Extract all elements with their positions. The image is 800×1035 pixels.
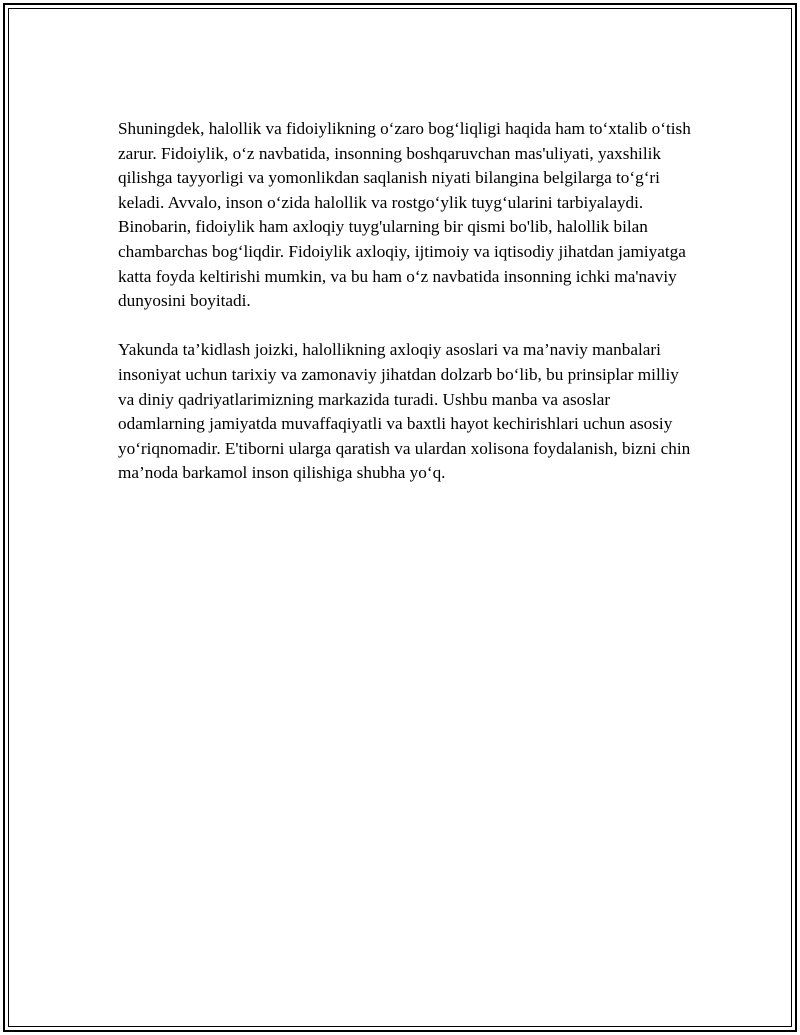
document-body <box>118 117 693 511</box>
paragraph-1: Shuningdek, halollik va fidoiylikning o‘zaro bog‘liqligi haqida ham to‘xtalib o‘tish zarur. Fidoiylik, o‘z navbatida, insonning boshqaruvchan mas'uliyati, yaxshilik qilishga tayyorligi va yomonlikdan saqlanish niyati bilangina belgilarga to‘g‘ri keladi. Avvalo, inson o‘zida halollik va rostgo‘ylik tuyg‘ularini tarbiyalaydi. Binobarin, fidoiylik ham axloqiy tuyg'ularning bir qismi bo'lib, halollik bilan chambarchas bog‘liqdir. Fidoiylik axloqiy, ijtimoiy va iqtisodiy jihatdan jamiyatga katta foyda keltirishi mumkin, va bu ham o‘z navbatida insonning ichki ma'naviy dunyosini boyitadi. <box>118 119 691 311</box>
paragraph-2: Yakunda ta’kidlash joizki, halollikning axloqiy asoslari va ma’naviy manbalari insoniyat uchun tarixiy va zamonaviy jihatdan dolzarb bo‘lib, bu prinsiplar milliy va diniy qadriyatlarimizning markazida turadi. Ushbu manba va asoslar odamlarning jamiyatda muvaffaqiyatli va baxtli hayot kechirishlari uchun asosiy yo‘riqnomadir. E'tiborni ularga qaratish va ulardan xolisona foydalanish, bizni chin ma’noda barkamol inson qilishiga shubha yo‘q. <box>118 340 691 483</box>
